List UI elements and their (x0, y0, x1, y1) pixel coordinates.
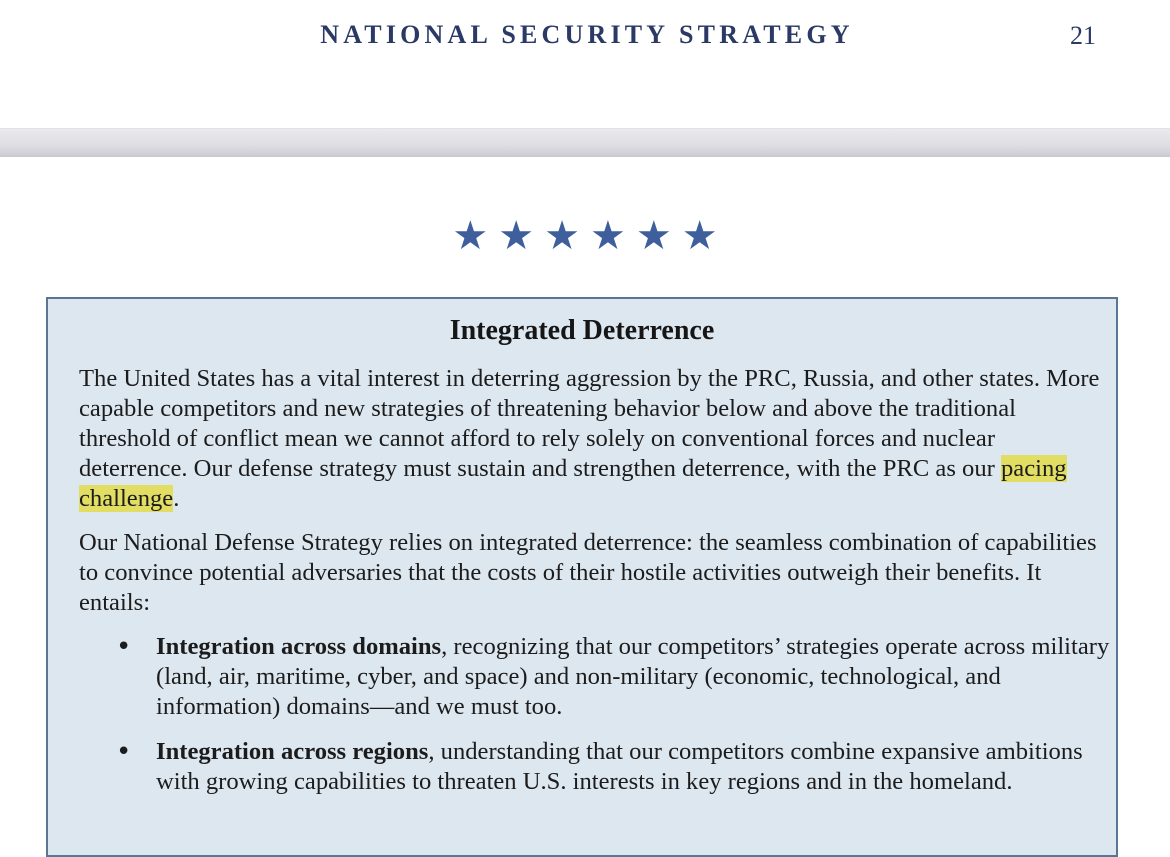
list-item-heading: Integration across domains (156, 633, 442, 660)
bullet-icon: • (116, 737, 132, 767)
page-break-divider (0, 128, 1170, 157)
list-item (116, 737, 1116, 797)
list-item (116, 632, 1116, 722)
integrated-deterrence-callout-box (46, 297, 1118, 857)
callout-paragraph-1 (79, 364, 1109, 514)
callout-title: Integrated Deterrence (449, 315, 715, 346)
paragraph-1-text: The United States has a vital interest in deterring aggression by the PRC, Russia, and other states. More capable competitors and new strategies of threatening behavior below and above the traditional threshold of conflict mean we cannot afford to rely solely on conventional forces and nuclear deterrence. Our defense strategy must sustain and strengthen deterrence, with the PRC as our (79, 365, 1100, 482)
page-number: 21 (1070, 21, 1096, 50)
list-item-text: , recognizing that our competitors’ strategies operate across military (land, air, maritime, cyber, and space) and non-military (economic, technological, and information) domains—and we must too. (156, 633, 1110, 720)
highlighted-text: pacing challenge (79, 455, 1067, 512)
bullet-icon: • (116, 632, 132, 662)
running-header-title: NATIONAL SECURITY STRATEGY (320, 20, 854, 49)
star-ornament-icon: ★★★★★★ (452, 213, 728, 259)
list-item-text: , understanding that our competitors combine expansive ambitions with growing capabilities to threaten U.S. interests in key regions and in the homeland. (156, 738, 1083, 795)
paragraph-1-end: . (173, 485, 180, 512)
list-item-heading: Integration across regions (156, 738, 429, 765)
callout-paragraph-2: Our National Defense Strategy relies on integrated deterrence: the seamless combination of capabilities to convince potential adversaries that the costs of their hostile activities outweigh their benefits. It entails: (79, 529, 1097, 616)
page-header (0, 0, 1170, 128)
